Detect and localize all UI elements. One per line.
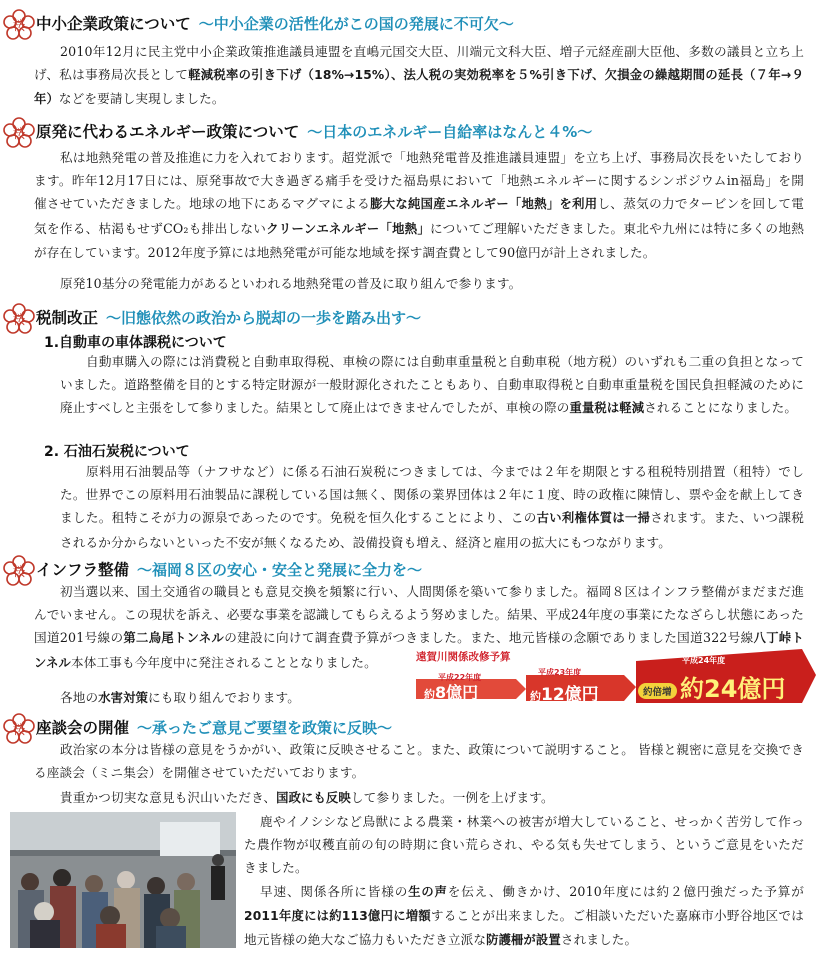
section-header-energy (0, 116, 824, 144)
section-title: 座談会の開催 ～承ったご意見ご要望を政策に反映～ (36, 719, 393, 737)
text-run: などを要請し実現しました。 (58, 91, 225, 107)
paragraph-sme (34, 40, 804, 112)
section-header-sme (0, 8, 824, 36)
text-run: 初当選以来、国土交通省の職員とも意見交換を頻繁に行い、人間関係を築いて参りました。福岡８区はインフラ整備がまだまだ進んでいません。この現状を訴え、必要な事業を認識してもらえるよう努めました。結果、平成24年度の事業にたなざらし状態にあった国道201号線の (34, 584, 804, 646)
text-run: 本体工事も今年度中に発注されることとなりました。 (70, 654, 377, 670)
meeting-photo (10, 812, 236, 948)
text-run: 貴重かつ切実な意見も沢山いただき、 (60, 790, 277, 805)
section-title: 中小企業政策について ～中小企業の活性化がこの国の発展に不可欠～ (36, 15, 514, 33)
text-run: して参りました。一例を上げます。 (350, 790, 554, 805)
svg-text:桜: 桜 (12, 313, 26, 328)
paragraph-oil-coal-tax (60, 460, 804, 554)
paragraph-meeting-4 (244, 880, 804, 953)
budget-graphic (410, 645, 822, 707)
paragraph-meeting-2 (60, 786, 804, 810)
section-subtitle: ～承ったご意見ご要望を政策に反映～ (137, 719, 393, 737)
bold-phrase: 2011年度には約113億円に増額 (244, 909, 431, 924)
paragraph-meeting-3: 鹿やイノシシなど鳥獣による農業・林業への被害が増大していること、せっかく苦労して作った農作物が収穫直前の旬の時期に食い荒らされ、やる気も失せてしまう、というご意見をいただきました。 (244, 814, 804, 876)
budget-amount-1: 約8億円 (424, 683, 479, 702)
bold-phrase: 膨大な純国産エネルギー「地熱」を利用 (370, 197, 598, 212)
section-header-meeting (0, 712, 824, 740)
budget-year-3: 平成24年度 (682, 656, 726, 665)
paragraph-energy-2: 原発10基分の発電能力があるといわれる地熱発電の普及に取り組んで参ります。 (60, 276, 522, 291)
section-header-infra (0, 554, 824, 582)
bold-phrase: 古い利権体質は一掃 (536, 511, 651, 526)
budget-year-2: 平成23年度 (538, 668, 582, 677)
text-run: 私は地熱発電の普及推進に力を入れております。超党派で「地熱発電普及推進議員連盟」を立ち上げ、事務局次長をいたしております。昨年12月17日には、原発事故で大き過ぎる痛手を受けた福島県において「地熱エネルギーに関するシンポジウムin福島」を開催させていただきました。地球の地下にあるマグマによる (34, 150, 804, 212)
budget-amount-3: 約24億円 (680, 675, 786, 703)
bold-phrase: 重量税は軽減 (569, 401, 645, 416)
text-run: を伝え、働きかけ、2010年度には約２億円強だった予算が (447, 884, 804, 899)
cherry-blossom-badge-icon (2, 116, 36, 150)
svg-text:桜: 桜 (12, 127, 26, 142)
text-run: されることになりました。 (644, 400, 798, 416)
budget-title: 遠賀川関係改修予算 (416, 651, 511, 663)
text-run: されました。 (560, 932, 638, 948)
text-run: されます。また、いつ課税されるか分からないといった不安が無くなるため、設備投資も増え、経済と雇用の拡大にもつながります。 (60, 510, 804, 550)
text-run: 原料用石油製品等（ナフサなど）に係る石油石炭税につきましては、今までは２年を期限とする租税特別措置（租特）でした。世界でこの原料用石油製品に課税している国は無く、関係の業界団体は２年に１度、時の政権に陳情し、票や金を献上してきました。租特こそが力の源泉であったのです。免税を恒久化することにより、この (60, 464, 804, 526)
section-title: 原発に代わるエネルギー政策について ～日本のエネルギー自給率はなんと４%～ (36, 123, 593, 141)
text-run: し、蒸気の力でタービンを回して電気を作る、枯渇もせずCO₂も排出しない (34, 196, 804, 236)
text-run: 2010年12月に民主党中小企業政策推進議員連盟を直嶋元国交大臣、川端元文科大臣、増子元経産副大臣他、多数の議員と立ち上げ、私は事務局次長として (34, 44, 804, 83)
section-subtitle: ～日本のエネルギー自給率はなんと４%～ (307, 123, 593, 141)
cherry-blossom-badge-icon (2, 712, 36, 746)
text-run: 早速、関係各所に皆様の (260, 884, 409, 899)
bold-phrase: 国政にも反映 (276, 791, 351, 805)
text-run: することが出来ました。ご相談いただいた嘉麻市小野谷地区では地元皆様の絶大なご協力もいただき立派な (244, 908, 804, 948)
bold-phrase: 第二烏尾トンネル (123, 631, 225, 646)
paragraph-flood: 各地の水害対策にも取り組んでおります。 (60, 690, 300, 705)
bold-phrase: 八丁峠トンネル (34, 631, 804, 670)
budget-year-1: 平成22年度 (438, 673, 482, 682)
svg-text:桜: 桜 (12, 565, 26, 580)
bold-phrase: 防護柵が設置 (486, 933, 561, 948)
section-subtitle: ～福岡８区の安心・安全と発展に全力を～ (137, 561, 423, 579)
budget-double-badge: 約倍増 (638, 683, 677, 699)
svg-text:桜: 桜 (12, 723, 26, 738)
bold-phrase: クリーンエネルギー「地熱」 (266, 221, 430, 236)
text-run: の建設に向けて調査費予算がつきました。また、地元皆様の念願でありました国道322号線 (224, 630, 754, 646)
svg-text:桜: 桜 (12, 19, 26, 34)
section-subtitle: ～旧態依然の政治から脱却の一歩を踏み出す～ (106, 309, 422, 327)
subheading-vehicle-tax: 1.自動車の車体課税について (44, 335, 227, 351)
cherry-blossom-badge-icon (2, 302, 36, 336)
section-subtitle: ～中小企業の活性化がこの国の発展に不可欠～ (198, 15, 514, 33)
section-header-tax (0, 302, 824, 330)
bold-phrase: 軽減税率の引き下げ（18%→15%）、法人税の実効税率を５%引き下げ、欠損金の繰越期間の延長（７年→９年） (34, 68, 804, 107)
cherry-blossom-badge-icon (2, 554, 36, 588)
section-title: インフラ整備 ～福岡８区の安心・安全と発展に全力を～ (36, 561, 423, 579)
paragraph-energy (34, 146, 804, 264)
budget-amount-2: 約12億円 (530, 685, 599, 705)
paragraph-vehicle-tax (60, 350, 804, 421)
bold-phrase: 生の声 (408, 885, 448, 899)
cherry-blossom-badge-icon (2, 8, 36, 42)
text-run: についてご理解いただきました。東北や九州には特に多くの地熱が存在しています。2012年度予算には地熱発電が可能な地域を探す調査費として90億円が計上されました。 (34, 220, 804, 260)
paragraph-meeting-1: 政治家の本分は皆様の意見をうかがい、政策に反映させること。また、政策について説明すること。 皆様と親密に意見を交換できる座談会（ミニ集会）を開催させていただいております。 (34, 742, 804, 781)
section-title: 税制改正 ～旧態依然の政治から脱却の一歩を踏み出す～ (36, 309, 422, 327)
text-run: 自動車購入の際には消費税と自動車取得税、車検の際には自動車重量税と自動車税（地方税）のいずれも二重の負担となっていました。道路整備を目的とする特定財源が一般財源化されたこともあり、自動車取得税と自動車重量税を国民負担軽減のために廃止すべしと主張をして参りました。結果として廃止はできませんでしたが、車検の際の (60, 354, 804, 416)
subheading-oil-coal-tax: 2. 石油石炭税について (44, 444, 190, 460)
